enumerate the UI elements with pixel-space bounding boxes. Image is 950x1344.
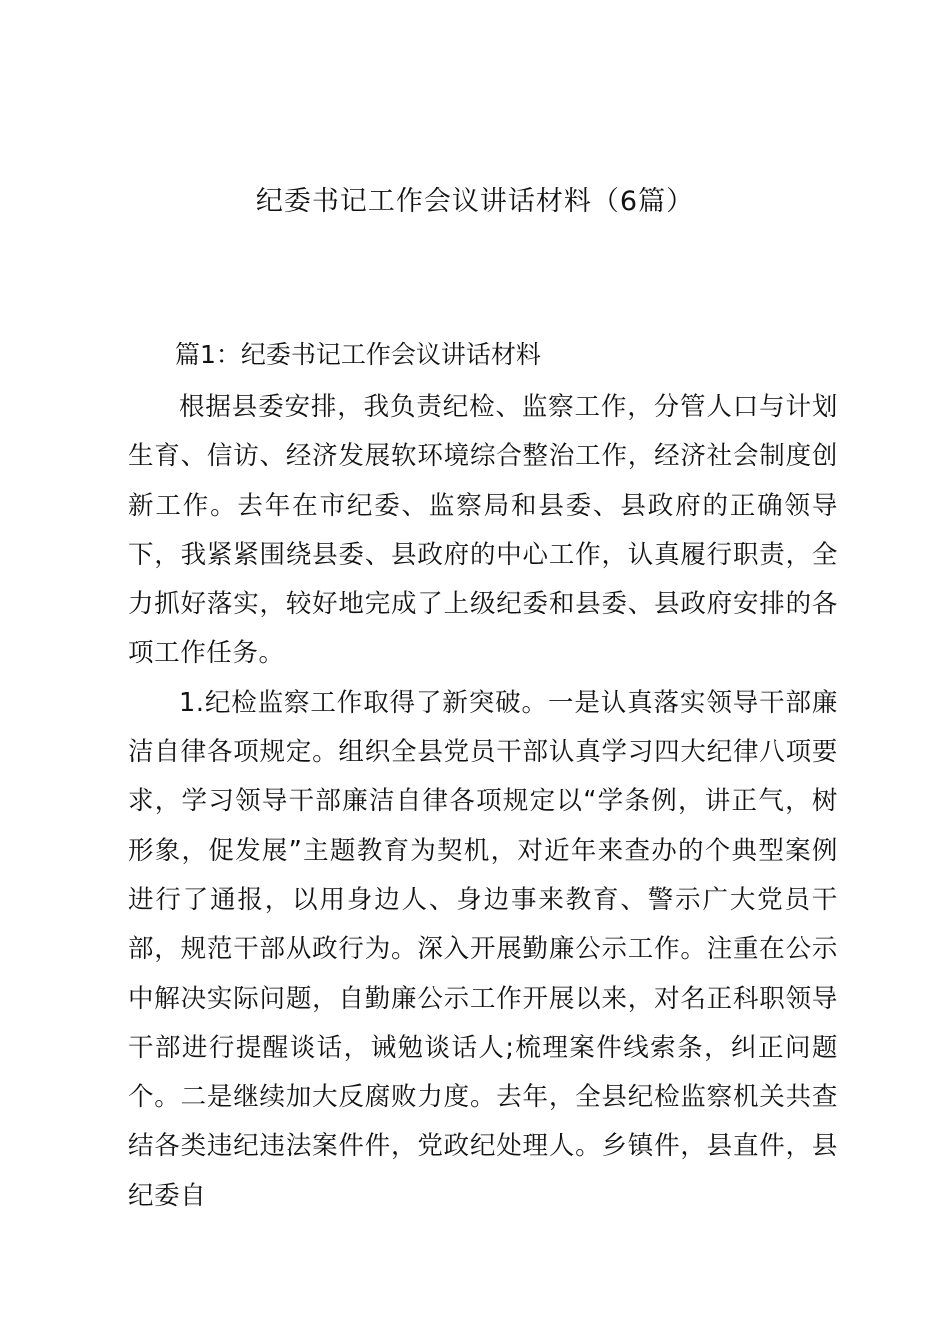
document-title: 纪委书记工作会议讲话材料（6篇） [255, 186, 695, 217]
paragraph-intro: 根据县委安排，我负责纪检、监察工作，分管人口与计划生育、信访、经济发展软环境综合整治工作，经济社会制度创新工作。去年在市纪委、监察局和县委、县政府的正确领导下，我紧紧围绕县委、县政府的中心工作，认真履行职责，全力抓好落实，较好地完成了上级纪委和县委、县政府安排的各项工作任务。 [128, 392, 838, 669]
document-body [128, 383, 838, 1221]
section-heading: 篇1：纪委书记工作会议讲话材料 [175, 340, 541, 369]
paragraph-point-1: 1.纪检监察工作取得了新突破。一是认真落实领导干部廉洁自律各项规定。组织全县党员干部认真学习四大纪律八项要求，学习领导干部廉洁自律各项规定以“学条例，讲正气，树形象，促发展”主题教育为契机，对近年来查办的个典型案例进行了通报，以用身边人、身边事来教育、警示广大党员干部，规范干部从政行为。深入开展勤廉公示工作。注重在公示中解决实际问题，自勤廉公示工作开展以来，对名正科职领导干部进行提醒谈话，诫勉谈话人;梳理案件线索条，纠正问题个。二是继续加大反腐败力度。去年，全县纪检监察机关共查结各类违纪违法案件件，党政纪处理人。乡镇件，县直件，县纪委自 [128, 687, 838, 1211]
